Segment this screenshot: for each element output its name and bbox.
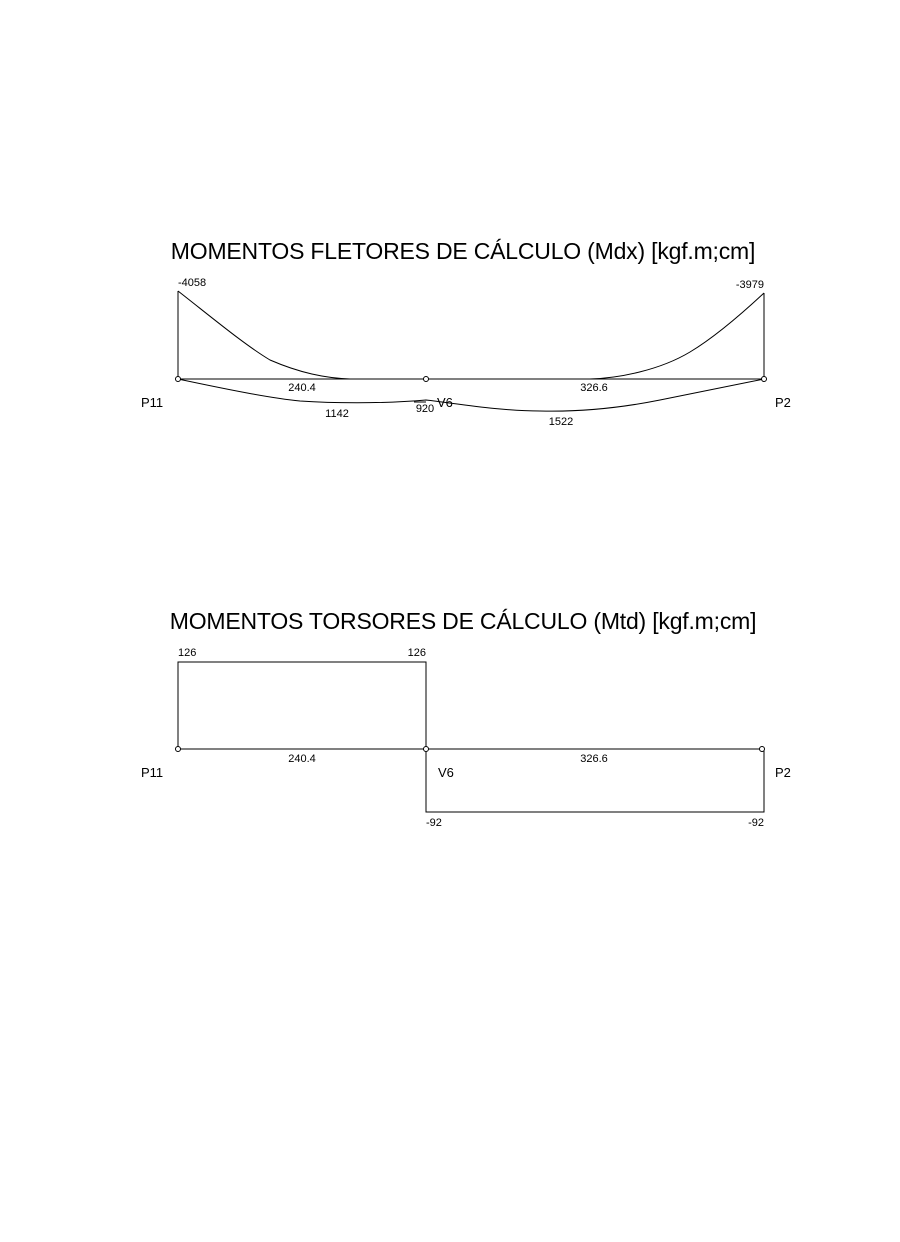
right-span-length-label: 326.6 (580, 382, 608, 394)
right-negative-moment-curve (590, 293, 764, 379)
right-span-length-label: 326.6 (580, 753, 608, 765)
node-p11 (176, 747, 181, 752)
left-span-end-label: 126 (407, 647, 426, 659)
node-p11 (176, 377, 181, 382)
support-label-v6: V6 (438, 765, 454, 780)
support-label-p11: P11 (141, 395, 164, 410)
torsion-moment-title: MOMENTOS TORSORES DE CÁLCULO (Mtd) [kgf.m;cm] (169, 608, 757, 634)
left-span-length-label: 240.4 (288, 382, 316, 394)
left-span-torsion-block (178, 662, 426, 749)
bending-moment-diagram (0, 260, 900, 440)
support-label-p2: P2 (775, 765, 791, 780)
node-v6 (424, 747, 429, 752)
left-span-positive-label: 1142 (325, 408, 349, 420)
left-span-start-label: 126 (178, 647, 197, 659)
right-span-start-label: -92 (426, 817, 442, 829)
middle-support-moment-label: 920 (415, 403, 435, 415)
node-v6 (424, 377, 429, 382)
node-p2 (762, 377, 767, 382)
right-support-moment-label: -3979 (735, 279, 764, 291)
positive-moment-curve (178, 379, 764, 411)
left-support-moment-label: -4058 (178, 277, 207, 289)
support-label-v6: V6 (437, 395, 453, 410)
torsion-moment-diagram (0, 630, 900, 840)
left-span-length-label: 240.4 (288, 753, 316, 765)
support-label-p11: P11 (141, 765, 164, 780)
support-label-p2: P2 (775, 395, 791, 410)
bending-moment-title: MOMENTOS FLETORES DE CÁLCULO (Mdx) [kgf.m;cm] (170, 238, 756, 264)
node-p2 (760, 747, 765, 752)
right-span-end-label: -92 (748, 817, 764, 829)
right-span-positive-label: 1522 (548, 416, 574, 428)
left-negative-moment-curve (178, 291, 350, 379)
